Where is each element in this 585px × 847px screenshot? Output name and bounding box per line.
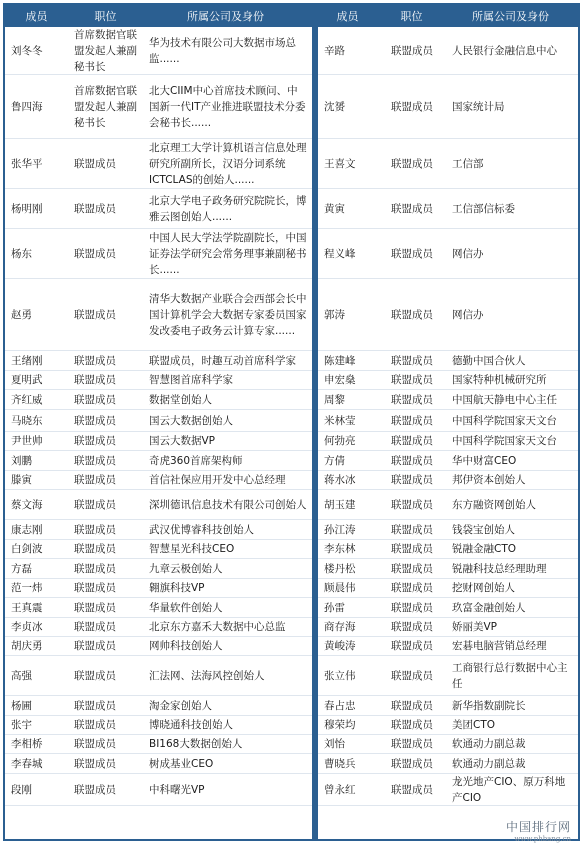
- member-position: 联盟成员: [391, 543, 433, 555]
- member-name: 鲁四海: [11, 100, 43, 113]
- table-row: [318, 371, 578, 390]
- member-company: 钱袋宝创始人: [452, 523, 515, 536]
- member-name: 刘鹏: [11, 454, 32, 467]
- member-company: 邦伊资本创始人: [452, 474, 526, 486]
- member-name: 张华平: [11, 157, 43, 170]
- member-position: 联盟成员: [391, 247, 433, 260]
- member-name: 杨明刚: [11, 202, 43, 215]
- table-row: [318, 139, 578, 189]
- member-name: 顾晨伟: [324, 582, 356, 594]
- member-name: 胡庆勇: [11, 640, 43, 652]
- member-company: 华中财富CEO: [452, 454, 517, 467]
- member-name: 高强: [11, 669, 32, 682]
- member-name: 曾永红: [324, 783, 356, 796]
- table-row: [5, 716, 312, 735]
- member-position: 联盟成员: [74, 474, 116, 486]
- member-position: 联盟成员: [74, 699, 116, 712]
- member-position: 联盟成员: [391, 719, 433, 731]
- table-row: [5, 410, 312, 432]
- member-position: 联盟成员: [391, 783, 433, 796]
- table-row: [318, 27, 578, 75]
- member-position: 联盟成员: [391, 374, 433, 386]
- member-company: 锐融科技总经理助理: [452, 562, 547, 575]
- member-name: 李春城: [11, 757, 43, 770]
- table-row: [318, 351, 578, 371]
- table-row: [318, 279, 578, 351]
- table-row: [318, 451, 578, 471]
- member-company: 工商银行总行数据中心主任: [452, 661, 568, 690]
- table-row: [318, 410, 578, 432]
- member-name: 方倩: [324, 454, 345, 467]
- table-row: [5, 432, 312, 451]
- member-company: 北京大学电子政务研究院院长，博雅云图创始人......: [149, 194, 307, 223]
- member-company: 中国科学院国家天文台: [452, 435, 557, 447]
- member-company: 国家特种机械研究所: [452, 374, 547, 386]
- member-position: 联盟成员: [74, 757, 116, 770]
- member-position: 联盟成员: [391, 562, 433, 575]
- member-name: 郭涛: [324, 308, 345, 321]
- table-row: [318, 490, 578, 520]
- member-position: 联盟成员: [391, 202, 433, 215]
- watermark-url: www.phbang.cn: [514, 835, 571, 843]
- member-company: 树成基业CEO: [149, 757, 214, 770]
- member-name: 李相桥: [11, 738, 43, 750]
- table-body-right: [318, 27, 578, 806]
- table-row: [5, 471, 312, 490]
- member-company: 网帅科技创始人: [149, 640, 223, 652]
- member-name: 何勃亮: [324, 435, 356, 447]
- member-name: 马晓东: [11, 414, 43, 427]
- table-row: [5, 371, 312, 390]
- header-position: 职位: [400, 10, 423, 23]
- member-position: 首席数据官联盟发起人兼副秘书长: [74, 28, 137, 73]
- member-company: 网信办: [452, 247, 484, 260]
- member-company: 软通动力副总裁: [452, 757, 526, 770]
- member-company: 深圳德讯信息技术有限公司创始人: [149, 498, 307, 511]
- table-row: [318, 520, 578, 540]
- member-company: 智慧图首席科学家: [149, 374, 233, 386]
- member-company: 龙光地产CIO、原万科地产CIO: [452, 775, 566, 804]
- table-row: [318, 229, 578, 279]
- member-company: 国家统计局: [452, 100, 505, 113]
- table-row: [5, 451, 312, 471]
- member-company: 德勤中国合伙人: [452, 354, 526, 367]
- member-company: 人民银行金融信息中心: [452, 44, 557, 57]
- member-name: 王真震: [11, 601, 43, 614]
- table-row: [318, 618, 578, 637]
- member-position: 联盟成员: [391, 621, 433, 633]
- table-header-left: [5, 5, 312, 27]
- member-name: 赵勇: [11, 308, 32, 321]
- member-position: 联盟成员: [74, 498, 116, 511]
- member-position: 联盟成员: [74, 783, 116, 796]
- table-row: [318, 471, 578, 490]
- member-company: 北大CIIM中心首席技术顾问、中国新一代IT产业推进联盟技术分委会秘书长......: [149, 84, 306, 129]
- members-table-right: [318, 5, 578, 839]
- table-row: [5, 656, 312, 696]
- member-name: 张立伟: [324, 669, 356, 682]
- table-row: [318, 637, 578, 656]
- member-company: 华为技术有限公司大数据市场总监......: [149, 36, 296, 65]
- member-name: 蔡文海: [11, 498, 43, 511]
- member-company: 九章云极创始人: [149, 562, 223, 575]
- member-position: 联盟成员: [74, 393, 116, 406]
- member-company: 新华指数副院长: [452, 699, 526, 712]
- table-row: [5, 598, 312, 618]
- member-company: 中国科学院国家天文台: [452, 414, 557, 427]
- member-position: 联盟成员: [391, 474, 433, 486]
- table-row: [318, 75, 578, 139]
- member-name: 孙雷: [324, 601, 345, 614]
- member-company: 中国人民大学法学院副院长，中国证券法学研究会常务理事兼副秘书长......: [149, 231, 307, 276]
- header-company: 所属公司及身份: [187, 10, 264, 23]
- member-company: 玖富金融创始人: [452, 601, 526, 614]
- member-company: 挖财网创始人: [452, 582, 515, 594]
- member-name: 陈建峰: [324, 354, 356, 367]
- member-company: 北京理工大学计算机语言信息处理研究所副所长，汉语分词系统ICTCLAS的创始人......: [149, 141, 307, 186]
- member-position: 联盟成员: [74, 582, 116, 594]
- table-row: [5, 579, 312, 598]
- member-company: 翱旗科技VP: [149, 582, 205, 594]
- member-name: 段刚: [11, 783, 32, 796]
- member-name: 刘冬冬: [11, 44, 43, 57]
- member-position: 联盟成员: [74, 738, 116, 750]
- member-position: 联盟成员: [74, 374, 116, 386]
- member-name: 沈赟: [324, 100, 345, 113]
- member-company: 工信部: [452, 157, 484, 170]
- member-position: 联盟成员: [74, 354, 116, 367]
- member-position: 联盟成员: [391, 454, 433, 467]
- member-company: BI168大数据创始人: [149, 738, 243, 750]
- member-name: 黄寅: [324, 202, 345, 215]
- member-position: 联盟成员: [74, 454, 116, 467]
- member-name: 杨圃: [11, 699, 32, 712]
- member-position: 联盟成员: [74, 562, 116, 575]
- table-row: [5, 279, 312, 351]
- member-position: 联盟成员: [74, 202, 116, 215]
- member-company: 首信社保应用开发中心总经理: [149, 474, 286, 486]
- member-position: 联盟成员: [74, 669, 116, 682]
- member-company: 北京东方嘉禾大数据中心总监: [149, 621, 286, 633]
- header-name: 成员: [25, 10, 48, 23]
- member-position: 联盟成员: [391, 582, 433, 594]
- member-company: 网信办: [452, 308, 484, 321]
- member-position: 联盟成员: [74, 308, 116, 321]
- member-name: 李贞冰: [11, 621, 43, 633]
- member-position: 联盟成员: [391, 157, 433, 170]
- member-company: 奇虎360首席架构师: [149, 454, 243, 467]
- member-company: 清华大数据产业联合会西部会长中国计算机学会大数据专家委员国家发改委电子政务云计算专家......: [149, 292, 307, 337]
- member-name: 杨东: [11, 247, 32, 260]
- member-name: 曹晓兵: [324, 757, 356, 770]
- member-name: 胡玉建: [324, 498, 356, 511]
- member-position: 联盟成员: [391, 669, 433, 682]
- table-row: [5, 229, 312, 279]
- table-row: [5, 27, 312, 75]
- member-position: 联盟成员: [74, 435, 116, 447]
- member-company: 国云大数据VP: [149, 435, 216, 447]
- table-row: [5, 774, 312, 806]
- member-company: 国云大数据创始人: [149, 414, 233, 427]
- table-row: [5, 490, 312, 520]
- member-company: 华量软件创始人: [149, 601, 223, 614]
- header-company: 所属公司及身份: [472, 10, 549, 23]
- header-name: 成员: [336, 10, 359, 23]
- member-position: 联盟成员: [391, 640, 433, 652]
- member-position: 联盟成员: [74, 719, 116, 731]
- member-company: 汇法网、法海风控创始人: [149, 669, 265, 682]
- member-name: 白剑波: [11, 543, 43, 555]
- table-row: [5, 75, 312, 139]
- member-position: 联盟成员: [391, 738, 433, 750]
- table-row: [318, 559, 578, 579]
- table-row: [318, 189, 578, 229]
- member-position: 联盟成员: [391, 757, 433, 770]
- member-name: 黄峻涛: [324, 640, 356, 652]
- member-name: 张宇: [11, 719, 32, 731]
- table-row: [318, 390, 578, 410]
- member-name: 米林莹: [324, 414, 356, 427]
- member-name: 楼丹松: [324, 562, 356, 575]
- member-name: 尹世帅: [11, 435, 43, 447]
- table-row: [5, 540, 312, 559]
- member-company: 美团CTO: [452, 719, 496, 731]
- member-name: 齐红威: [11, 393, 43, 406]
- table-row: [5, 754, 312, 774]
- table-row: [5, 735, 312, 754]
- table-row: [5, 696, 312, 716]
- members-table-frame: [3, 3, 580, 841]
- member-company: 联盟成员，时趣互动首席科学家: [149, 354, 296, 367]
- table-row: [318, 598, 578, 618]
- table-row: [5, 520, 312, 540]
- member-position: 联盟成员: [74, 157, 116, 170]
- member-name: 辛路: [324, 44, 345, 57]
- watermark-text: 中国排行网: [505, 820, 571, 834]
- member-position: 首席数据官联盟发起人兼副秘书长: [74, 84, 137, 129]
- member-name: 王喜文: [324, 157, 356, 170]
- table-row: [318, 432, 578, 451]
- member-position: 联盟成员: [391, 601, 433, 614]
- member-position: 联盟成员: [391, 308, 433, 321]
- member-name: 周黎: [324, 393, 345, 406]
- member-position: 联盟成员: [391, 100, 433, 113]
- member-name: 申宏燊: [324, 374, 356, 386]
- member-position: 联盟成员: [391, 393, 433, 406]
- member-name: 刘怡: [324, 738, 345, 750]
- table-row: [318, 754, 578, 774]
- member-name: 康志刚: [11, 523, 43, 536]
- member-name: 滕寅: [11, 474, 32, 486]
- table-row: [318, 774, 578, 806]
- member-company: 淘金家创始人: [149, 699, 212, 712]
- table-row: [5, 139, 312, 189]
- member-position: 联盟成员: [391, 414, 433, 427]
- member-position: 联盟成员: [391, 699, 433, 712]
- member-name: 王绪刚: [11, 354, 43, 367]
- members-table-left: [5, 5, 312, 839]
- member-position: 联盟成员: [74, 601, 116, 614]
- header-position: 职位: [94, 10, 117, 23]
- member-name: 李东林: [324, 543, 356, 555]
- member-name: 孙江涛: [324, 523, 356, 536]
- table-row: [318, 735, 578, 754]
- table-row: [5, 189, 312, 229]
- member-position: 联盟成员: [391, 523, 433, 536]
- member-company: 智慧星光科技CEO: [149, 543, 235, 555]
- member-name: 夏明武: [11, 374, 43, 386]
- table-row: [318, 579, 578, 598]
- member-position: 联盟成员: [74, 621, 116, 633]
- table-row: [318, 696, 578, 716]
- table-row: [5, 618, 312, 637]
- member-position: 联盟成员: [391, 498, 433, 511]
- member-name: 蒋水冰: [324, 474, 356, 486]
- member-company: 数据堂创始人: [149, 393, 212, 406]
- member-company: 锐融金融CTO: [452, 543, 517, 555]
- member-position: 联盟成员: [391, 435, 433, 447]
- member-company: 武汉优博睿科技创始人: [149, 523, 254, 536]
- member-position: 联盟成员: [74, 543, 116, 555]
- member-position: 联盟成员: [391, 354, 433, 367]
- member-company: 东方融资网创始人: [452, 498, 536, 511]
- table-header-right: [318, 5, 578, 27]
- member-name: 范一炜: [11, 582, 43, 594]
- member-name: 程义峰: [324, 247, 356, 260]
- member-position: 联盟成员: [74, 414, 116, 427]
- table-row: [318, 540, 578, 559]
- table-row: [5, 559, 312, 579]
- member-name: 穆荣均: [324, 719, 356, 731]
- member-name: 商存海: [324, 621, 356, 633]
- site-watermark: [506, 818, 571, 843]
- table-row: [318, 716, 578, 735]
- member-company: 娇丽美VP: [452, 621, 498, 633]
- member-position: 联盟成员: [74, 247, 116, 260]
- member-company: 中国航天静电中心主任: [452, 393, 557, 406]
- member-company: 宏碁电脑营销总经理: [452, 640, 547, 652]
- member-company: 工信部信标委: [452, 202, 515, 215]
- table-body-left: [5, 27, 312, 806]
- member-company: 中科曙光VP: [149, 783, 205, 796]
- member-company: 博晓通科技创始人: [149, 719, 233, 731]
- member-name: 春占忠: [324, 699, 356, 712]
- member-position: 联盟成员: [74, 640, 116, 652]
- table-row: [5, 351, 312, 371]
- member-position: 联盟成员: [391, 44, 433, 57]
- table-row: [5, 390, 312, 410]
- member-name: 方磊: [11, 562, 32, 575]
- member-position: 联盟成员: [74, 523, 116, 536]
- table-row: [318, 656, 578, 696]
- member-company: 软通动力副总裁: [452, 738, 526, 750]
- table-row: [5, 637, 312, 656]
